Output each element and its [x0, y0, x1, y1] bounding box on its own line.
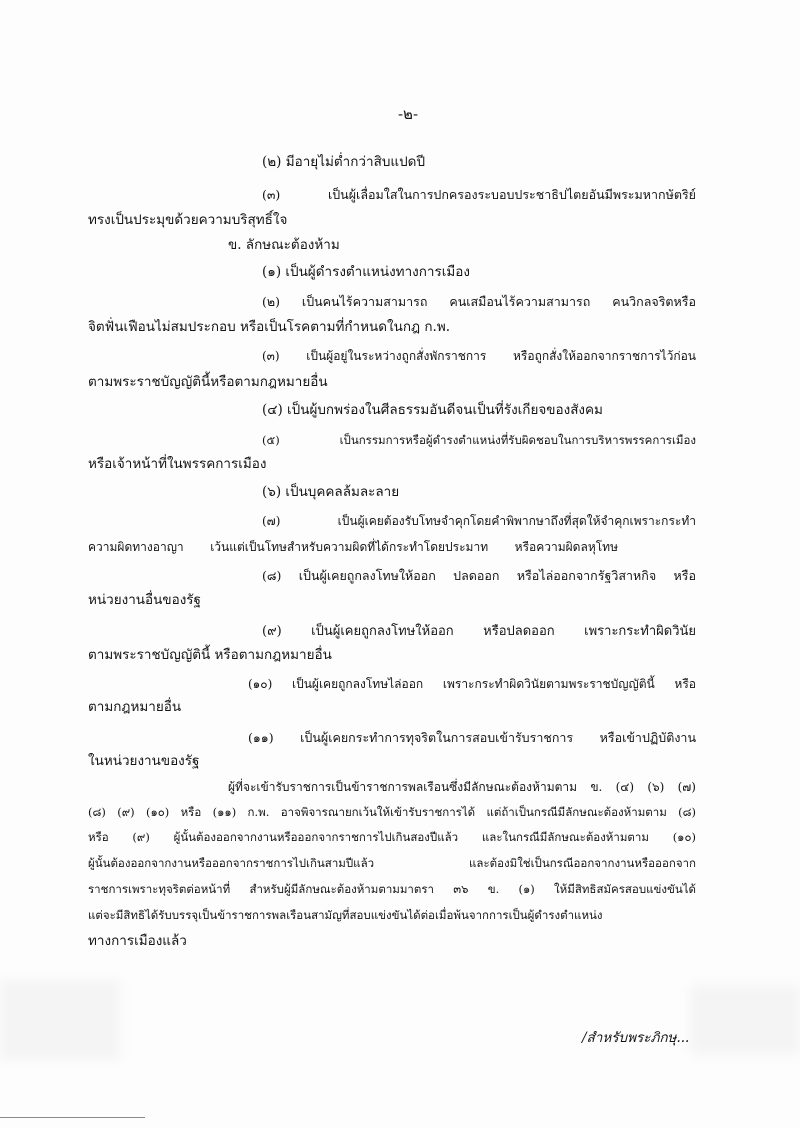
text-line: (๕) เป็นกรรมการหรือผู้ดำรงตำแหน่งที่รับผิดชอบในการบริหารพรรคการเมือง [262, 433, 696, 447]
text-line: (๓) เป็นผู้อยู่ในระหว่างถูกสั่งพักราชการ หรือถูกสั่งให้ออกจากราชการไว้ก่อน [262, 349, 696, 363]
text-line: (๓) เป็นผู้เลื่อมใสในการปกครองระบอบประชาธิปไตยอันมีพระมหากษัตริย์ [262, 187, 696, 202]
continuation-note: /สำหรับพระภิกษุ... [582, 1030, 690, 1046]
text-line: (๘) เป็นผู้เคยถูกลงโทษให้ออก ปลดออก หรือไล่ออกจากรัฐวิสาหกิจ หรือ [262, 568, 696, 583]
text-line: (๑๑) เป็นผู้เคยกระทำการทุจริตในการสอบเข้ารับราชการ หรือเข้าปฏิบัติงาน [248, 730, 696, 745]
text-line: แต่จะมีสิทธิได้รับบรรจุเป็นข้าราชการพลเรือนสามัญที่สอบแข่งขันได้ต่อเมื่อพ้นจากการเป็นผู้ดำรงตำแหน่ง [88, 908, 603, 922]
text-line: ตามพระราชบัญญัตินี้หรือตามกฎหมายอื่น [88, 374, 328, 390]
bottom-rule [0, 1117, 145, 1118]
text-line: จิตฟั่นเฟือนไม่สมประกอบ หรือเป็นโรคตามที่กำหนดในกฎ ก.พ. [88, 319, 451, 335]
text-line: (๗) เป็นผู้เคยต้องรับโทษจำคุกโดยคำพิพากษาถึงที่สุดให้จำคุกเพราะกระทำ [262, 514, 696, 528]
text-line: ข. ลักษณะต้องห้าม [228, 237, 340, 253]
text-line: (๖) เป็นบุคคลล้มละลาย [262, 484, 400, 500]
text-line: ตามกฎหมายอื่น [88, 699, 182, 715]
text-line: ผู้นั้นต้องออกจากงานหรือออกจากราชการไปเกินสามปีแล้ว และต้องมิใช่เป็นกรณีออกจากงานหรือออกจาก [88, 856, 696, 870]
scan-shadow-right [690, 985, 800, 1055]
text-line: (๒) มีอายุไม่ต่ำกว่าสิบแปดปี [262, 154, 426, 170]
text-line: หรือเจ้าหน้าที่ในพรรคการเมือง [88, 456, 267, 472]
text-line: ผู้ที่จะเข้ารับราชการเป็นข้าราชการพลเรือนซึ่งมีลักษณะต้องห้ามตาม ข. (๔) (๖) (๗) [228, 780, 696, 794]
text-line: ความผิดทางอาญา เว้นแต่เป็นโทษสำหรับความผิดที่ได้กระทำโดยประมาท หรือความผิดลหุโทษ [88, 540, 618, 554]
text-line: (๑๐) เป็นผู้เคยถูกลงโทษไล่ออก เพราะกระทำผิดวินัยตามพระราชบัญญัตินี้ หรือ [248, 677, 696, 691]
text-line: (๒) เป็นคนไร้ความสามารถ คนเสมือนไร้ความสามารถ คนวิกลจริตหรือ [262, 294, 696, 309]
text-line: (๔) เป็นผู้บกพร่องในศีลธรรมอันดีจนเป็นที่รังเกียจของสังคม [262, 402, 603, 418]
text-line: หน่วยงานอื่นของรัฐ [88, 592, 201, 608]
page-number: -๒- [397, 105, 419, 123]
scan-shadow-left [0, 980, 120, 1060]
text-line: ทรงเป็นประมุขด้วยความบริสุทธิ์ใจ [88, 212, 288, 228]
text-line: หรือ (๙) ผู้นั้นต้องออกจากงานหรือออกจากราชการไปเกินสองปีแล้ว และในกรณีมีลักษณะต้องห้ามตาม (๑๐) [88, 830, 696, 844]
text-line: ตามพระราชบัญญัตินี้ หรือตามกฎหมายอื่น [88, 647, 332, 663]
text-line: ทางการเมืองแล้ว [88, 933, 187, 949]
text-line: (๑) เป็นผู้ดำรงตำแหน่งทางการเมือง [262, 264, 470, 280]
text-line: ในหน่วยงานของรัฐ [88, 753, 200, 769]
text-line: (๙) เป็นผู้เคยถูกลงโทษให้ออก หรือปลดออก เพราะกระทำผิดวินัย [262, 624, 696, 639]
text-line: ราชการเพราะทุจริตต่อหน้าที่ สำหรับผู้มีลักษณะต้องห้ามตามมาตรา ๓๖ ข. (๑) ให้มีสิทธิสมัครสอบแข่งขันได้ [88, 882, 696, 896]
text-line: (๘) (๙) (๑๐) หรือ (๑๑) ก.พ. อาจพิจารณายกเว้นให้เข้ารับราชการได้ แต่ถ้าเป็นกรณีมีลักษณะต้องห้ามตาม (๘) [88, 805, 696, 819]
